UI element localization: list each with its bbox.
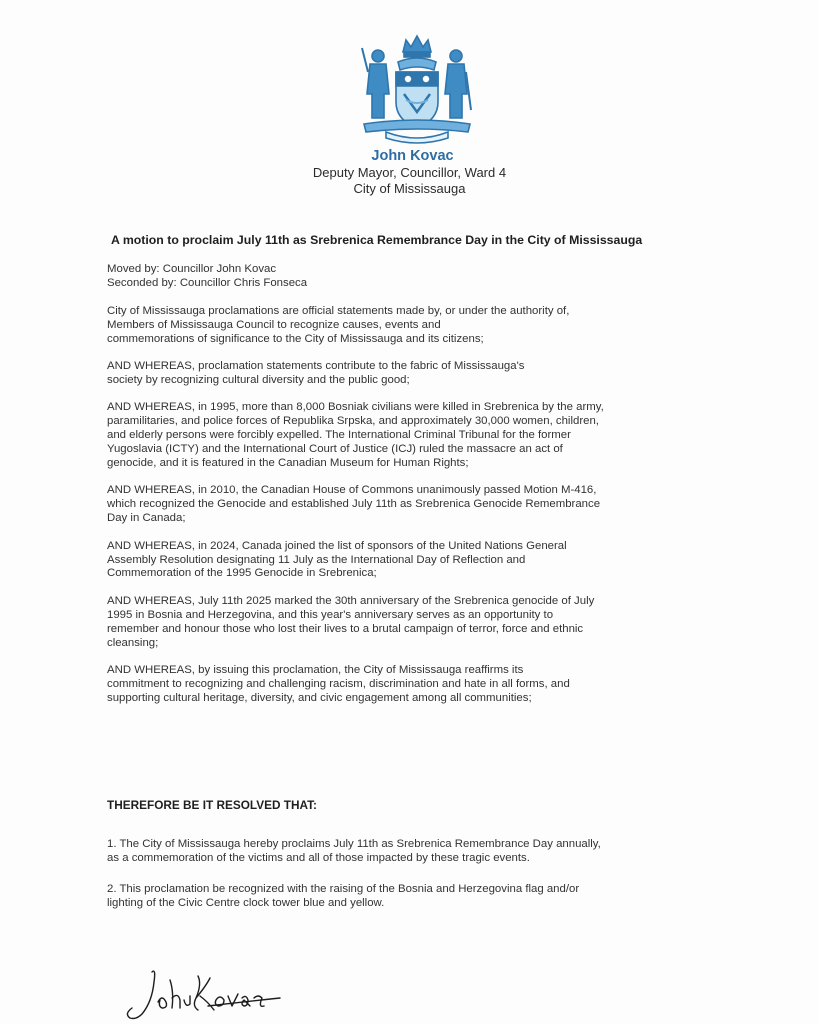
paragraph-line: remember and honour those who lost their lives to a brutal campaign of terror, force and ethnic [107,622,584,635]
resolution-list [107,838,727,928]
motion-movers [107,263,727,291]
resolution-line: lighting of the Civic Centre clock tower blue and yellow. [107,896,385,909]
resolution-item-2 [107,883,727,911]
resolution-item-1 [107,838,727,866]
paragraph-line: paramilitaries, and police forces of Republika Srpska, and approximately 30,000 women, children, [107,415,599,428]
letterhead [0,148,819,197]
paragraph-line: and elderly persons were forcibly expelled. The International Criminal Tribunal for the former [107,429,571,442]
resolution-line: 1. The City of Mississauga hereby proclaims July 11th as Srebrenica Remembrance Day annually, [107,838,601,850]
paragraph-line: Yugoslavia (ICTY) and the International Court of Justice (ICJ) ruled the massacre an act of [107,443,563,456]
seconded-by: Seconded by: Councillor Chris Fonseca [107,276,308,289]
resolution-line: 2. This proclamation be recognized with the raising of the Bosnia and Herzegovina flag and/or [107,882,580,895]
paragraph-line: AND WHEREAS, in 2010, the Canadian House of Commons unanimously passed Motion M-416, [107,484,597,497]
paragraph-line: AND WHEREAS, in 2024, Canada joined the list of sponsors of the United Nations General [107,539,567,552]
motion-title: A motion to proclaim July 11th as Srebrenica Remembrance Day in the City of Mississauga [111,233,643,247]
motion-body [107,263,727,719]
paragraph-line: AND WHEREAS, proclamation statements contribute to the fabric of Mississauga's [107,360,525,373]
resolution-line: as a commemoration of the victims and all of those impacted by these tragic events. [107,851,530,864]
resolved-heading: THEREFORE BE IT RESOLVED THAT: [107,798,317,812]
moved-by: Moved by: Councillor John Kovac [107,263,277,275]
paragraph-line: society by recognizing cultural diversity and the public good; [107,373,410,386]
paragraph-line: City of Mississauga proclamations are official statements made by, or under the authority of, [107,304,570,317]
author-organization: City of Mississauga [353,181,466,196]
paragraph-line: Day in Canada; [107,512,186,525]
coat-of-arms-icon [358,32,476,144]
signature-icon [112,962,282,1024]
paragraph-whereas-2010 [107,484,727,526]
paragraph-line: which recognized the Genocide and established July 11th as Srebrenica Genocide Remembrance [107,498,601,511]
paragraph-line: commitment to recognizing and challenging racism, discrimination and hate in all forms, and [107,677,570,690]
paragraph-whereas-commitment [107,664,727,706]
paragraph-line: Assembly Resolution designating 11 July as the International Day of Reflection and [107,553,526,566]
author-title: Deputy Mayor, Councillor, Ward 4 [312,165,507,180]
paragraph-line: supporting cultural heritage, diversity, and civic engagement among all communities; [107,691,532,704]
paragraph-line: commemorations of significance to the City of Mississauga and its citizens; [107,332,484,345]
paragraph-whereas-fabric [107,360,727,388]
paragraph-line: AND WHEREAS, July 11th 2025 marked the 30th anniversary of the Srebrenica genocide of July [107,594,595,607]
paragraph-whereas-2024 [107,540,727,582]
paragraph-line: Commemoration of the 1995 Genocide in Srebrenica; [107,567,377,580]
paragraph-line: AND WHEREAS, in 1995, more than 8,000 Bosniak civilians were killed in Srebrenica by the army, [107,401,604,414]
paragraph-line: Members of Mississauga Council to recognize causes, events and [107,318,441,331]
paragraph-whereas-1995 [107,401,727,471]
paragraph-line: genocide, and it is featured in the Canadian Museum for Human Rights; [107,456,469,469]
paragraph-proclamation-definition [107,305,727,347]
author-name: John Kovac [371,148,454,164]
paragraph-line: 1995 in Bosnia and Herzegovina, and this year's anniversary serves as an opportunity to [107,608,554,621]
paragraph-line: cleansing; [107,636,159,649]
paragraph-whereas-2025 [107,595,727,651]
paragraph-line: AND WHEREAS, by issuing this proclamation, the City of Mississauga reaffirms its [107,663,524,676]
